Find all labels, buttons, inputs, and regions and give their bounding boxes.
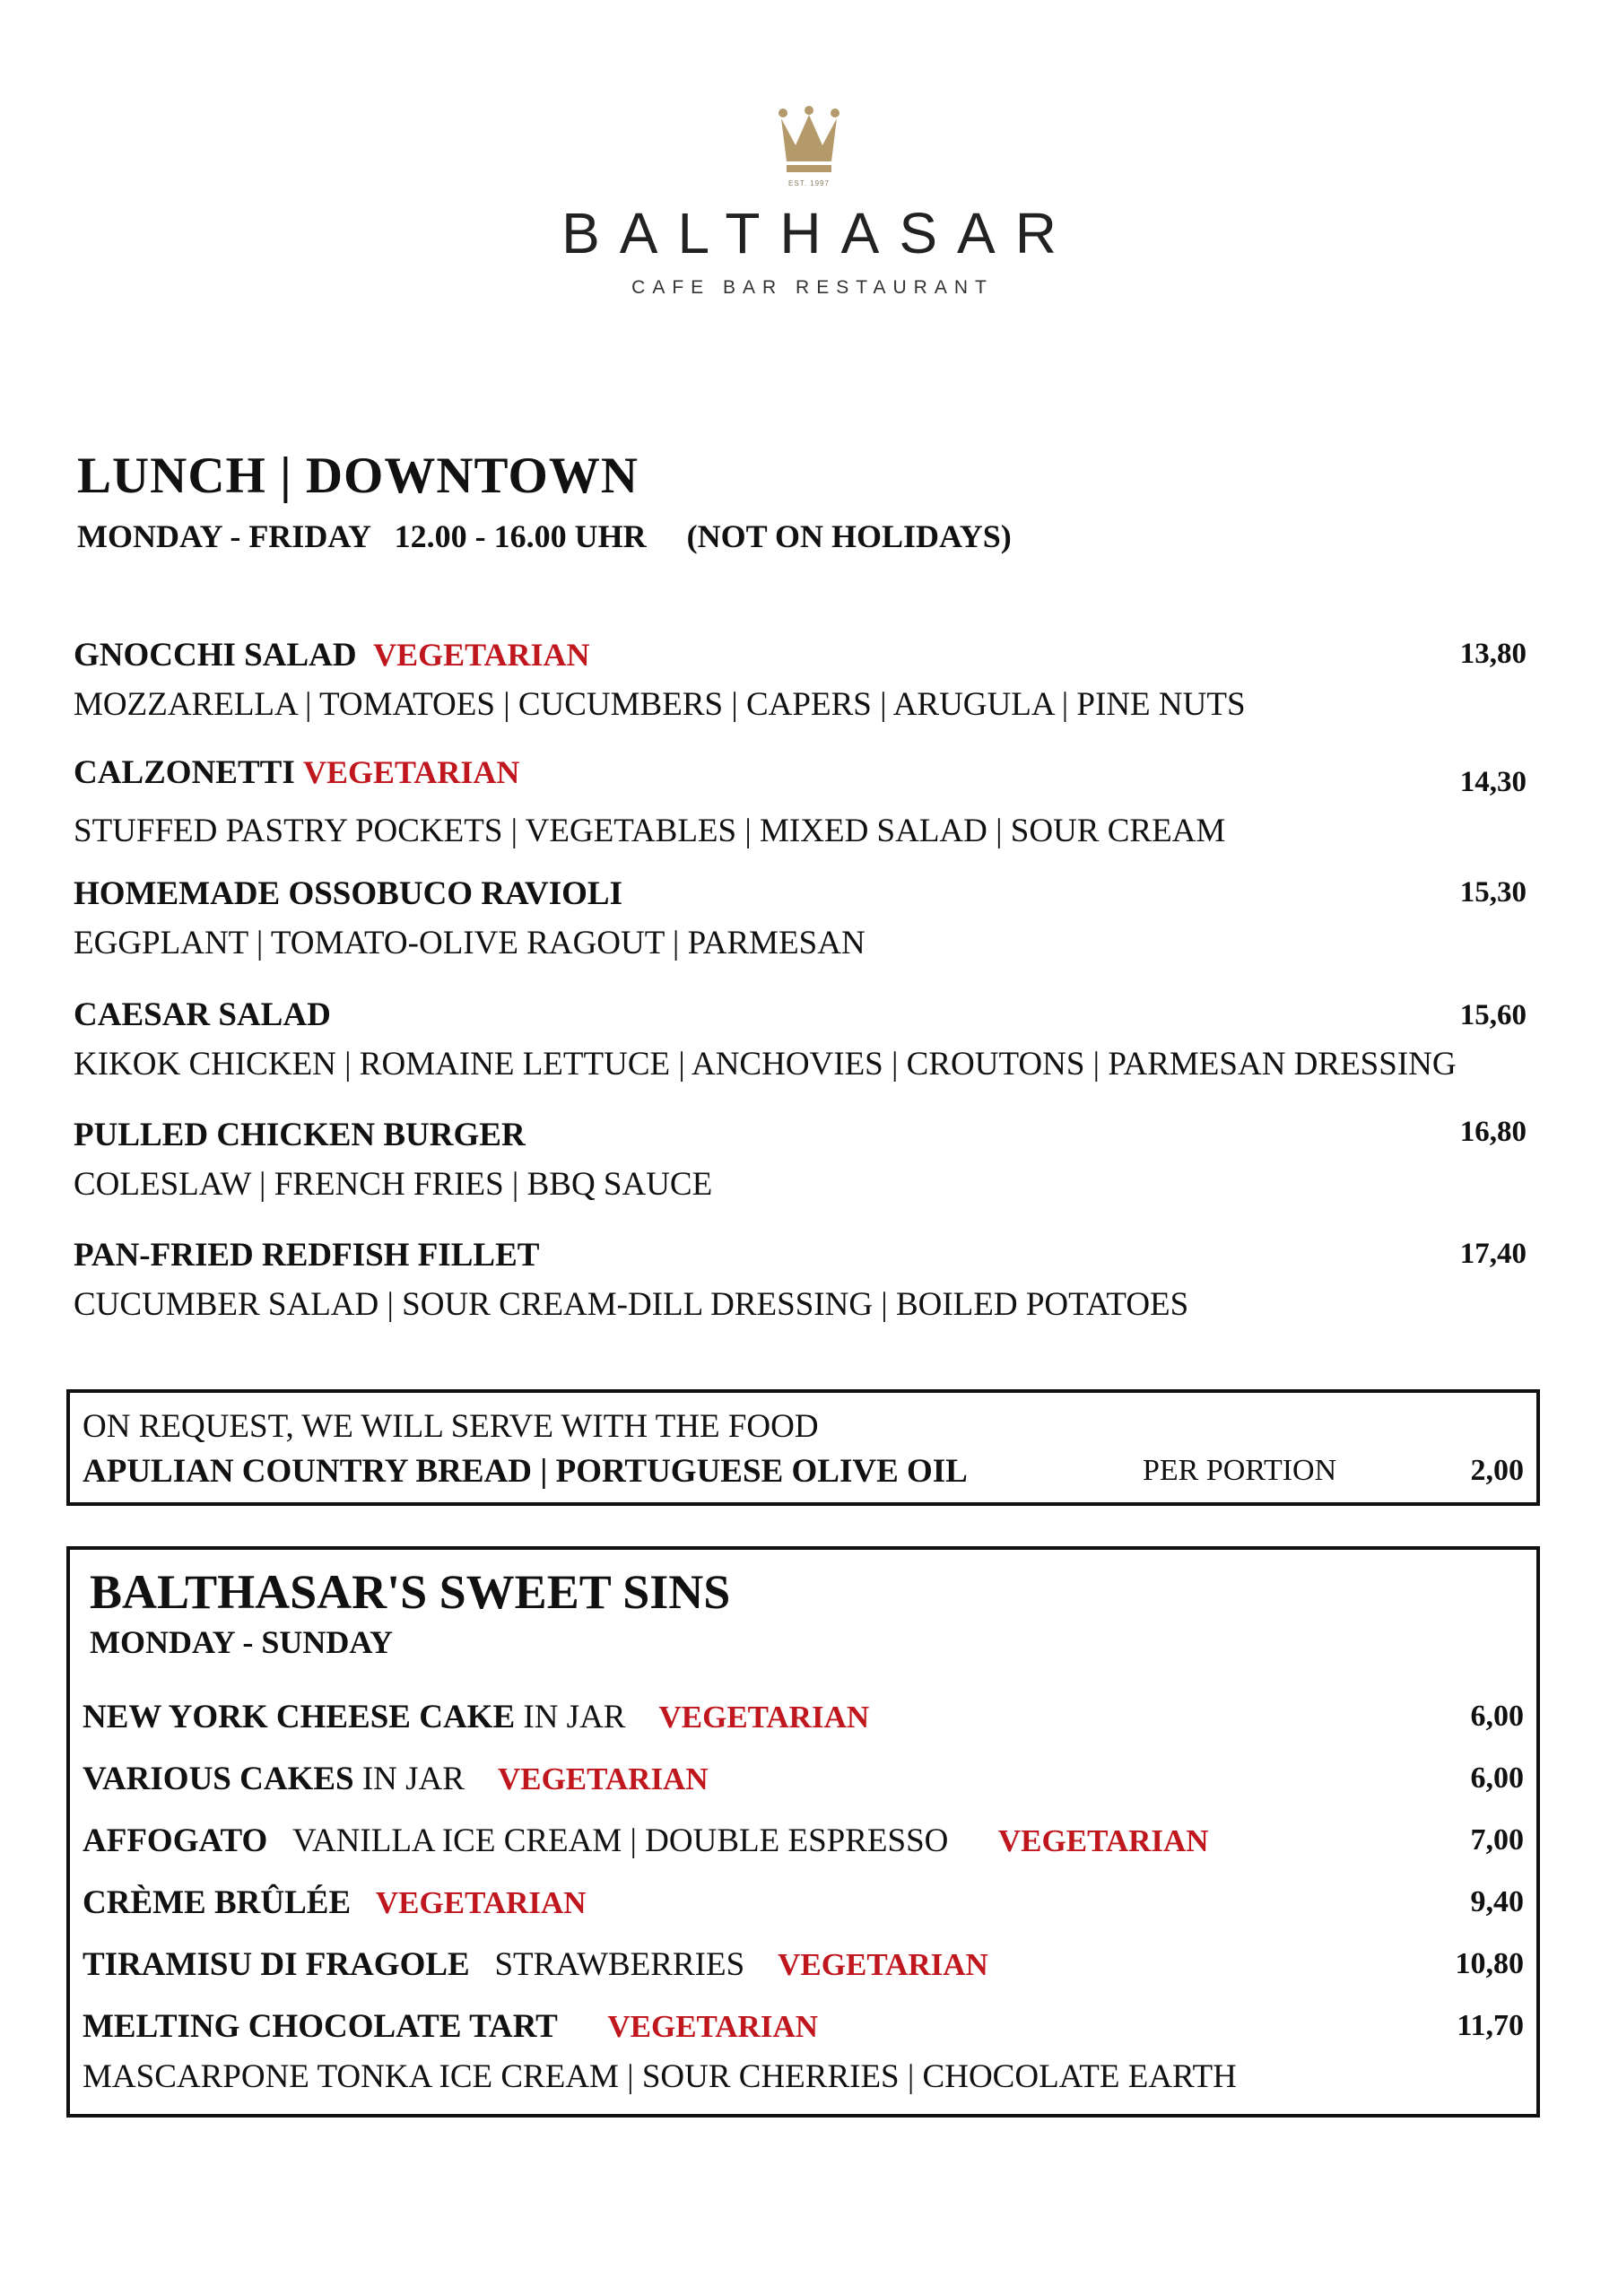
logo-block [0,106,1618,299]
brand-tagline: CAFE BAR RESTAURANT [631,277,994,298]
vegetarian-tag: VEGETARIAN [778,1947,988,1982]
vegetarian-tag: VEGETARIAN [375,1885,587,1920]
item-extra: STRAWBERRIES [494,1946,745,1983]
bread-price: 2,00 [1470,1454,1524,1487]
bread-note: ON REQUEST, WE WILL SERVE WITH THE FOOD [83,1408,819,1445]
item-name: CALZONETTI [74,754,295,791]
dessert-item [83,1698,1524,1736]
menu-item [74,874,1527,962]
menu-item [74,636,1527,724]
menu-item [74,1116,1527,1204]
item-price: 6,00 [1470,1700,1524,1733]
item-price: 13,80 [1459,638,1527,670]
bread-offer-box [66,1389,1540,1506]
item-price: 11,70 [1457,2009,1524,2042]
item-name: PULLED CHICKEN BURGER [74,1117,526,1153]
item-description: MOZZARELLA | TOMATOES | CUCUMBERS | CAPERS | ARUGULA | PINE NUTS [74,686,1246,723]
item-price: 6,00 [1470,1761,1524,1795]
item-description: EGGPLANT | TOMATO-OLIVE RAGOUT | PARMESAN [74,925,866,961]
dessert-item [83,1822,1524,1860]
sweets-days: MONDAY - SUNDAY [90,1624,394,1660]
vegetarian-tag: VEGETARIAN [607,2009,819,2044]
item-price: 16,80 [1459,1116,1527,1148]
dessert-item [83,2007,1524,2046]
dessert-item [83,1760,1524,1798]
vegetarian-tag: VEGETARIAN [302,754,520,790]
crown-icon [778,106,840,178]
vegetarian-tag: VEGETARIAN [497,1761,709,1796]
bread-unit: PER PORTION [1143,1454,1337,1487]
item-description: COLESLAW | FRENCH FRIES | BBQ SAUCE [74,1166,713,1203]
item-name: MELTING CHOCOLATE TART [83,2008,558,2045]
dessert-item [83,1945,1524,1984]
item-price: 15,30 [1459,876,1527,909]
item-description: CUCUMBER SALAD | SOUR CREAM-DILL DRESSING | BOILED POTATOES [74,1286,1189,1323]
item-name: TIRAMISU DI FRAGOLE [83,1946,470,1983]
sweets-title: BALTHASAR'S SWEET SINS [90,1565,731,1619]
item-price: 7,00 [1470,1823,1524,1857]
dessert-item [83,1883,1524,1922]
item-name: NEW YORK CHEESE CAKE [83,1699,516,1735]
item-price: 14,30 [1459,766,1527,798]
bread-item: APULIAN COUNTRY BREAD | PORTUGUESE OLIVE OIL [83,1453,968,1490]
item-name: PAN-FRIED REDFISH FILLET [74,1237,540,1274]
lunch-hours: MONDAY - FRIDAY 12.00 - 16.00 UHR (NOT ON HOLIDAYS) [77,518,1012,554]
vegetarian-tag: VEGETARIAN [373,637,590,673]
item-name: CAESAR SALAD [74,996,331,1033]
vegetarian-tag: VEGETARIAN [997,1823,1209,1858]
item-description: STUFFED PASTRY POCKETS | VEGETABLES | MIXED SALAD | SOUR CREAM [74,813,1226,849]
brand-name: BALTHASAR [561,201,1076,265]
item-name: VARIOUS CAKES [83,1761,354,1797]
lunch-title: LUNCH | DOWNTOWN [77,448,639,504]
item-name: CRÈME BRÛLÉE [83,1884,352,1921]
item-name: GNOCCHI SALAD [74,637,357,674]
item-price: 10,80 [1455,1947,1524,1980]
item-price: 17,40 [1459,1238,1527,1270]
est-label: EST. 1997 [788,179,830,187]
menu-item [74,996,1527,1083]
vegetarian-tag: VEGETARIAN [658,1700,870,1735]
item-price: 9,40 [1470,1885,1524,1918]
item-extra: VANILLA ICE CREAM | DOUBLE ESPRESSO [292,1822,949,1859]
item-description: KIKOK CHICKEN | ROMAINE LETTUCE | ANCHOVIES | CROUTONS | PARMESAN DRESSING [74,1046,1457,1083]
menu-item [74,1236,1527,1324]
item-extra: IN JAR [361,1761,465,1797]
menu-item [74,753,1527,850]
item-name: HOMEMADE OSSOBUCO RAVIOLI [74,875,622,912]
sweets-box [66,1546,1540,2118]
item-description: MASCARPONE TONKA ICE CREAM | SOUR CHERRIES | CHOCOLATE EARTH [83,2058,1237,2095]
item-name: AFFOGATO [83,1822,268,1859]
item-extra: IN JAR [523,1699,626,1735]
item-price: 15,60 [1459,999,1527,1031]
